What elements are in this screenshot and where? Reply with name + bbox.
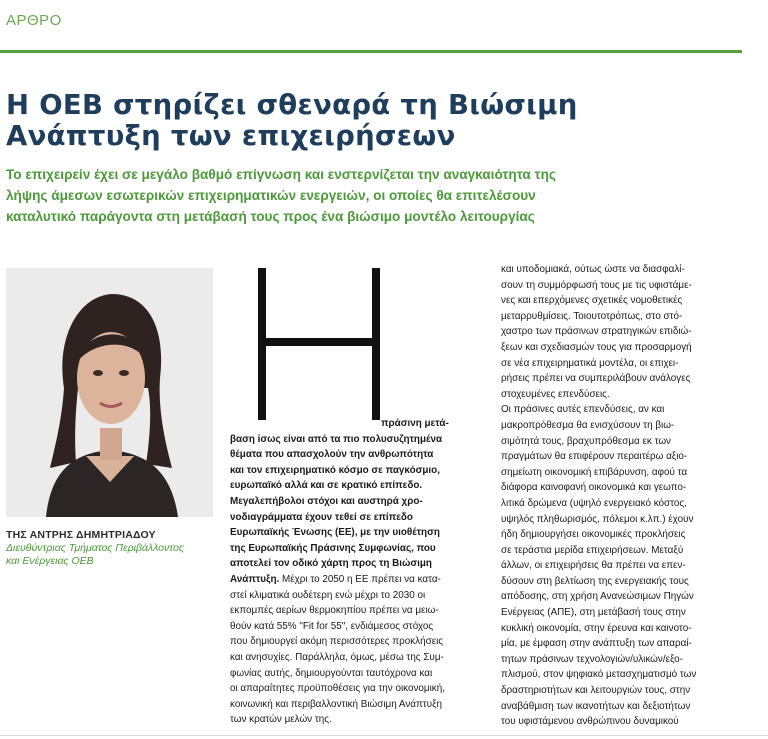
author-name: ΤΗΣ ΑΝΤΡΗΣ ΔΗΜΗΤΡΙΑΔΟΥ [6, 529, 156, 541]
body-line-text: οι απαραίτητες προϋποθέσεις για την οικονομική, [230, 683, 445, 695]
body-line [230, 712, 490, 728]
body-line-text: Ευρωπαϊκής Ένωσης (ΕΕ), με την υιοθέτηση [230, 527, 440, 539]
body-line: σιμότητά τους, βραχυπρόθεσμα εκ των [501, 435, 671, 447]
body-line-text: θέματα που απασχολούν την ανθρωπότητα [230, 449, 434, 461]
body-line [230, 556, 490, 572]
author-photo [6, 268, 213, 517]
body-line [230, 619, 490, 635]
body-line [230, 666, 490, 682]
body-line: τητων πράσινων τεχνολογιών/υλικών/εξο- [501, 653, 683, 665]
page-edge [0, 735, 768, 736]
subtitle-line: καταλυτικό παράγοντα στη μετάβασή τους προς ένα βιώσιμο μοντέλο λειτουργίας [6, 209, 535, 224]
body-line: διάφορα καινοφανή οικονομικά και γεωπο- [501, 482, 687, 494]
body-column-right [501, 262, 746, 730]
body-line-text: πράσινη μετά- [381, 418, 449, 429]
headline-line: Ανάπτυξη των επιχειρήσεων [6, 120, 456, 152]
body-line: σε νέα επιχειρηματικά μοντέλα, οι επιχει- [501, 357, 679, 369]
body-line-text: των κρατών μελών της. [230, 714, 332, 726]
body-line-text: εκπομπές αερίων θερμοκηπίου πρέπει να μειω- [230, 605, 439, 617]
body-line: πλισμού, στον ψηφιακό μετασχηματισμό των [501, 669, 697, 681]
body-line [230, 525, 490, 541]
body-line [230, 463, 490, 479]
body-line: άλλων, οι επιχειρήσεις θα πρέπει να επεν- [501, 560, 686, 572]
body-line: μία, με έμφαση στην ανάπτυξη των απαραί- [501, 638, 692, 650]
body-line: Οι πράσινες αυτές επενδύσεις, αν και [501, 404, 665, 416]
body-line [230, 416, 490, 432]
body-line [230, 510, 490, 526]
headline-line: Η ΟΕΒ στηρίζει σθεναρά τη Βιώσιμη [6, 89, 578, 121]
author-role-line: και Ενέργειας ΟΕΒ [6, 554, 94, 567]
body-line-text: θούν κατά 55% "Fit for 55", ενδιάμεσος στόχος [230, 620, 434, 632]
body-line: και υποδομιακά, ούτως ώστε να διασφαλί- [501, 264, 685, 275]
body-line-text: και ανησυχίες. Παράλληλα, όμως, μέσω της Συμ- [230, 651, 444, 663]
body-line: ήδη δημιουργήσει οικονομικές προκλήσεις [501, 529, 686, 541]
body-line-text: ευρωπαϊκό αλλά και σε κρατικό επίπεδο. [230, 480, 423, 492]
body-line: απόδοσης, στη χρήση Ανανεώσιμων Πηγών [501, 591, 694, 603]
body-line-text: Μέχρι το 2050 η ΕΕ πρέπει να κατα- [279, 573, 441, 585]
author-role [6, 542, 216, 567]
body-line: σουν τη συμμόρφωσή τους με τις υφιστάμε- [501, 279, 692, 291]
body-line [230, 634, 490, 650]
section-label: ΑΡΘΡΟ [6, 12, 62, 29]
divider [0, 50, 742, 53]
body-line-text: αποτελεί τον οδικό χάρτη προς τη Βιώσιμη [230, 558, 432, 570]
body-line [230, 447, 490, 463]
body-line [230, 588, 490, 604]
body-line-text: κοινωνική και περιβαλλοντική Βιώσιμη Ανάπτυξη [230, 698, 442, 710]
body-line [230, 432, 490, 448]
body-line: του υφιστάμενου ανθρώπινου δυναμικού [501, 716, 679, 728]
body-line-text: νοδιαγράμματα έχουν τεθεί σε επίπεδο [230, 511, 413, 523]
body-line: κυκλική οικονομία, στην έρευνα και καινοτο- [501, 622, 692, 634]
body-line [230, 650, 490, 666]
article-headline [6, 90, 746, 152]
article-subtitle [6, 164, 746, 227]
subtitle-line: Το επιχειρείν έχει σε μεγάλο βαθμό επίγνωση και ενστερνίζεται την αναγκαιότητα της [6, 167, 556, 182]
body-line-text: και τον επιχειρηματικό κόσμο σε παγκόσμιο, [230, 464, 440, 476]
body-line: Ενέργειας (ΑΠΕ), στη μετάβασή τους στην [501, 607, 686, 619]
body-line-text: βαση ίσως είναι από τα πιο πολυσυζητημένα [230, 433, 443, 445]
subtitle-line: λήψης άμεσων εσωτερικών επιχειρηματικών ενεργειών, οι οποίες θα επιτελέσουν [6, 188, 536, 203]
body-line: αναβάθμιση των ικανοτήτων και δεξιοτήτων [501, 700, 691, 712]
body-line [230, 572, 490, 588]
body-line-text: φωνίας αυτής, δημιουργούνται ταυτόχρονα και [230, 667, 433, 679]
body-line: πραγμάτων θα επιφέρουν περαιτέρω αξιο- [501, 451, 688, 463]
body-line [230, 494, 490, 510]
body-line: μεταρρυθμίσεις. Τοιουτοτρόπως, στο στό- [501, 310, 683, 322]
body-line: δραστηριοτήτων και λειτουργιών τους, στην [501, 685, 691, 697]
body-line: ρήσεις πρέπει να συμπεριλάβουν ανάλογες [501, 373, 691, 385]
body-line-text: Μεγαλεπήβολοι στόχοι και αυστηρά χρο- [230, 495, 423, 507]
body-line [230, 603, 490, 619]
body-line: σε τεράστια μερίδα επιχειρήσεων. Μεταξύ [501, 544, 684, 556]
body-line [230, 478, 490, 494]
body-line: χαστρο των πράσινων στρατηγικών επιδιώ- [501, 326, 692, 338]
body-line: υψηλός πληθωρισμός, πόλεμοι κ.λπ.) έχουν [501, 513, 694, 525]
body-line: ξεων και σχεδιασμών τους για προσαρμογή [501, 341, 692, 353]
body-line: δύσουν στη βελτίωση της ενεργειακής τους [501, 575, 689, 587]
drop-cap [258, 268, 380, 420]
body-line-text: Ανάπτυξη. [230, 573, 280, 585]
body-line [230, 697, 490, 713]
body-line: νες και επερχόμενες σχετικές νομοθετικές [501, 295, 683, 307]
author-role-line: Διευθύντριας Τμήματος Περιβάλλοντος [6, 542, 184, 554]
body-line: σημείωτη οικονομική επιβάρυνση, αφού τα [501, 466, 688, 478]
body-line [230, 681, 490, 697]
body-line: στοχευμένες επενδύσεις. [501, 388, 610, 400]
body-column-left [230, 416, 490, 728]
body-line [230, 541, 490, 557]
body-line: λιτικά δρώμενα (υψηλό ενεργειακό κόστος, [501, 497, 687, 509]
body-line: μακροπρόθεσμα θα ενισχύσουν τη βιω- [501, 419, 675, 431]
body-line-text: στεί κλιματικά ουδέτερη ενώ μέχρι το 2030 οι [230, 589, 426, 601]
body-line-text: της Ευρωπαϊκής Πράσινης Συμφωνίας, που [230, 542, 436, 554]
body-line-text: που δημιουργεί ακόμη περισσότερες προκλήσεις [230, 636, 444, 648]
